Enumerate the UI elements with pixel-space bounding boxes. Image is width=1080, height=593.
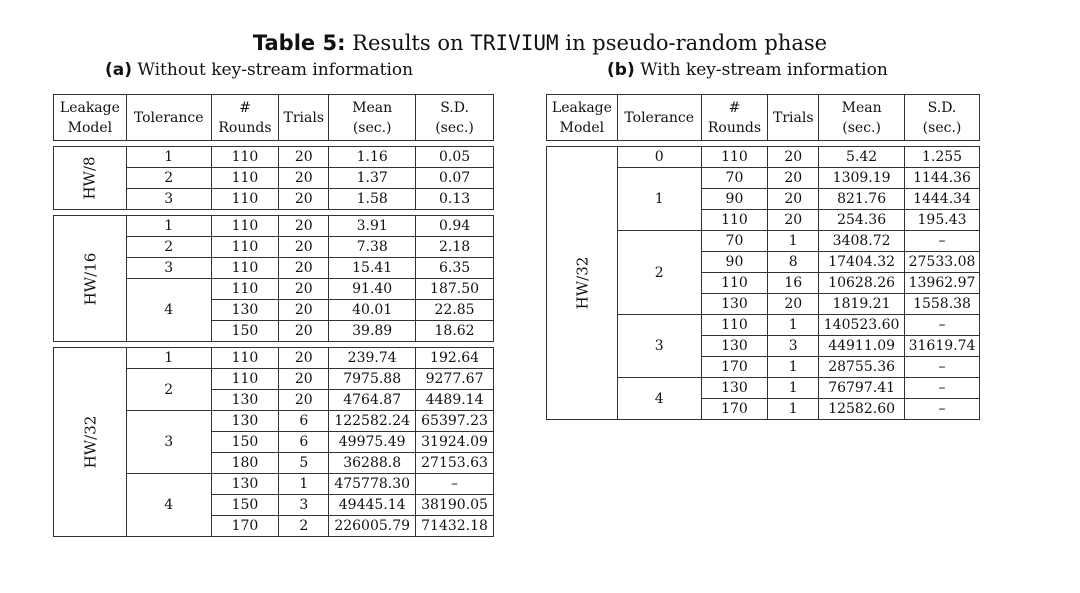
trials-cell: 20 (279, 216, 329, 237)
rounds-cell: 110 (211, 168, 279, 189)
mean-cell: 821.76 (819, 189, 905, 210)
leakage-model-cell (54, 216, 127, 342)
tolerance-cell: 2 (126, 168, 211, 189)
tolerance-cell: 2 (126, 369, 211, 411)
sd-cell: – (416, 474, 494, 495)
sd-cell: 65397.23 (416, 411, 494, 432)
trials-cell: 20 (279, 369, 329, 390)
sd-cell: 38190.05 (416, 495, 494, 516)
table-row (54, 216, 494, 237)
mean-cell: 3.91 (329, 216, 416, 237)
trials-cell: 1 (768, 399, 819, 420)
trials-cell: 20 (768, 294, 819, 315)
trials-cell: 20 (279, 189, 329, 210)
trials-cell: 8 (768, 252, 819, 273)
trials-cell: 20 (279, 390, 329, 411)
table-a (53, 94, 494, 537)
trials-cell: 20 (279, 300, 329, 321)
sd-cell: 1.255 (905, 147, 980, 168)
header-rounds: # Rounds (701, 95, 768, 141)
leakage-model-label: HW/32 (572, 256, 591, 310)
trials-cell: 20 (768, 147, 819, 168)
tolerance-cell: 3 (126, 189, 211, 210)
mean-cell: 36288.8 (329, 453, 416, 474)
mean-cell: 40.01 (329, 300, 416, 321)
tolerance-cell: 2 (126, 237, 211, 258)
header-tolerance: Tolerance (126, 95, 211, 141)
trials-cell: 6 (279, 411, 329, 432)
sd-cell: 71432.18 (416, 516, 494, 537)
rounds-cell: 90 (701, 252, 768, 273)
trials-cell: 1 (768, 357, 819, 378)
tolerance-cell: 3 (126, 411, 211, 474)
rounds-cell: 170 (701, 357, 768, 378)
mean-cell: 12582.60 (819, 399, 905, 420)
header-mean: Mean (sec.) (329, 95, 416, 141)
trials-cell: 5 (279, 453, 329, 474)
rounds-cell: 130 (701, 378, 768, 399)
sd-cell: 18.62 (416, 321, 494, 342)
mean-cell: 7975.88 (329, 369, 416, 390)
tolerance-cell: 1 (617, 168, 701, 231)
sd-cell: – (905, 231, 980, 252)
caption-a (105, 59, 413, 81)
header-sd: S.D. (sec.) (416, 95, 494, 141)
caption-b (607, 59, 888, 81)
trials-cell: 20 (768, 189, 819, 210)
mean-cell: 49445.14 (329, 495, 416, 516)
leakage-model-label: HW/8 (80, 156, 99, 200)
mean-cell: 1309.19 (819, 168, 905, 189)
leakage-model-cell (54, 147, 127, 210)
header-tolerance: Tolerance (617, 95, 701, 141)
rounds-cell: 110 (701, 147, 768, 168)
sd-cell: 27153.63 (416, 453, 494, 474)
rounds-cell: 130 (211, 300, 279, 321)
mean-cell: 44911.09 (819, 336, 905, 357)
trials-cell: 1 (768, 378, 819, 399)
trials-cell: 3 (279, 495, 329, 516)
mean-cell: 5.42 (819, 147, 905, 168)
sd-cell: 1558.38 (905, 294, 980, 315)
sd-cell: – (905, 357, 980, 378)
tolerance-cell: 4 (126, 279, 211, 342)
rounds-cell: 130 (211, 390, 279, 411)
rounds-cell: 70 (701, 231, 768, 252)
model-group (54, 147, 494, 210)
mean-cell: 39.89 (329, 321, 416, 342)
trials-cell: 20 (279, 348, 329, 369)
tolerance-cell: 1 (126, 216, 211, 237)
tolerance-cell: 1 (126, 147, 211, 168)
sd-cell: 187.50 (416, 279, 494, 300)
mean-cell: 1819.21 (819, 294, 905, 315)
mean-cell: 254.36 (819, 210, 905, 231)
sd-cell: 192.64 (416, 348, 494, 369)
title-pre: Results on (352, 31, 471, 55)
trials-cell: 20 (768, 210, 819, 231)
mean-cell: 1.37 (329, 168, 416, 189)
mean-cell: 239.74 (329, 348, 416, 369)
sd-cell: 31619.74 (905, 336, 980, 357)
mean-cell: 3408.72 (819, 231, 905, 252)
trials-cell: 1 (279, 474, 329, 495)
header-rounds: # Rounds (211, 95, 279, 141)
rounds-cell: 110 (211, 369, 279, 390)
trials-cell: 20 (279, 279, 329, 300)
model-group (54, 348, 494, 537)
rounds-cell: 110 (211, 348, 279, 369)
header-mean: Mean (sec.) (819, 95, 905, 141)
rounds-cell: 130 (211, 411, 279, 432)
mean-cell: 475778.30 (329, 474, 416, 495)
rounds-cell: 110 (701, 210, 768, 231)
rounds-cell: 70 (701, 168, 768, 189)
table-b-header (547, 95, 980, 141)
trials-cell: 3 (768, 336, 819, 357)
sd-cell: 195.43 (905, 210, 980, 231)
sd-cell: 1144.36 (905, 168, 980, 189)
rounds-cell: 130 (211, 474, 279, 495)
sd-cell: 0.05 (416, 147, 494, 168)
sd-cell: – (905, 315, 980, 336)
table-a-header (54, 95, 494, 141)
sd-cell: 0.94 (416, 216, 494, 237)
header-sd: S.D. (sec.) (905, 95, 980, 141)
trials-cell: 6 (279, 432, 329, 453)
mean-cell: 76797.41 (819, 378, 905, 399)
mean-cell: 28755.36 (819, 357, 905, 378)
trials-cell: 20 (768, 168, 819, 189)
sd-cell: 0.07 (416, 168, 494, 189)
table-row (547, 147, 980, 168)
header-trials: Trials (768, 95, 819, 141)
rounds-cell: 110 (211, 258, 279, 279)
sd-cell: 1444.34 (905, 189, 980, 210)
caption-a-text: Without key-stream information (137, 60, 414, 80)
tolerance-cell: 3 (126, 258, 211, 279)
header-leakage-model: Leakage Model (54, 95, 127, 141)
mean-cell: 49975.49 (329, 432, 416, 453)
sd-cell: 9277.67 (416, 369, 494, 390)
leakage-model-label: HW/32 (80, 415, 99, 469)
rounds-cell: 170 (701, 399, 768, 420)
rounds-cell: 150 (211, 432, 279, 453)
rounds-cell: 110 (701, 273, 768, 294)
model-group (54, 216, 494, 342)
title-post: in pseudo-random phase (558, 31, 828, 55)
tolerance-cell: 2 (617, 231, 701, 315)
title-cipher: TRIVIUM (470, 31, 559, 55)
table-title (0, 30, 1080, 56)
trials-cell: 20 (279, 237, 329, 258)
rounds-cell: 170 (211, 516, 279, 537)
tolerance-cell: 1 (126, 348, 211, 369)
sd-cell: 6.35 (416, 258, 494, 279)
trials-cell: 1 (768, 315, 819, 336)
leakage-model-cell (54, 348, 127, 537)
table-b (546, 94, 980, 420)
mean-cell: 91.40 (329, 279, 416, 300)
sd-cell: 0.13 (416, 189, 494, 210)
mean-cell: 122582.24 (329, 411, 416, 432)
rounds-cell: 130 (701, 336, 768, 357)
trials-cell: 20 (279, 321, 329, 342)
caption-b-label: (b) (607, 60, 635, 80)
table-row (54, 147, 494, 168)
mean-cell: 4764.87 (329, 390, 416, 411)
tolerance-cell: 4 (617, 378, 701, 420)
table-row (54, 348, 494, 369)
trials-cell: 16 (768, 273, 819, 294)
mean-cell: 7.38 (329, 237, 416, 258)
mean-cell: 17404.32 (819, 252, 905, 273)
table-number: Table 5: (252, 31, 346, 55)
mean-cell: 226005.79 (329, 516, 416, 537)
mean-cell: 1.58 (329, 189, 416, 210)
sd-cell: – (905, 378, 980, 399)
header-trials: Trials (279, 95, 329, 141)
mean-cell: 140523.60 (819, 315, 905, 336)
trials-cell: 1 (768, 231, 819, 252)
rounds-cell: 110 (211, 216, 279, 237)
trials-cell: 20 (279, 168, 329, 189)
rounds-cell: 130 (701, 294, 768, 315)
rounds-cell: 90 (701, 189, 768, 210)
mean-cell: 10628.26 (819, 273, 905, 294)
leakage-model-label: HW/16 (80, 252, 99, 305)
rounds-cell: 110 (211, 237, 279, 258)
rounds-cell: 110 (211, 147, 279, 168)
rounds-cell: 110 (211, 189, 279, 210)
sd-cell: 22.85 (416, 300, 494, 321)
tolerance-cell: 4 (126, 474, 211, 537)
trials-cell: 20 (279, 147, 329, 168)
mean-cell: 15.41 (329, 258, 416, 279)
rounds-cell: 150 (211, 321, 279, 342)
sd-cell: 4489.14 (416, 390, 494, 411)
mean-cell: 1.16 (329, 147, 416, 168)
trials-cell: 2 (279, 516, 329, 537)
sd-cell: 27533.08 (905, 252, 980, 273)
caption-a-label: (a) (105, 60, 133, 80)
rounds-cell: 150 (211, 495, 279, 516)
leakage-model-cell (547, 147, 618, 420)
sd-cell: 2.18 (416, 237, 494, 258)
header-leakage-model: Leakage Model (547, 95, 618, 141)
sd-cell: 31924.09 (416, 432, 494, 453)
rounds-cell: 110 (701, 315, 768, 336)
sd-cell: 13962.97 (905, 273, 980, 294)
tolerance-cell: 0 (617, 147, 701, 168)
rounds-cell: 110 (211, 279, 279, 300)
caption-b-text: With key-stream information (640, 60, 888, 80)
trials-cell: 20 (279, 258, 329, 279)
tolerance-cell: 3 (617, 315, 701, 378)
sd-cell: – (905, 399, 980, 420)
rounds-cell: 180 (211, 453, 279, 474)
model-group (547, 147, 980, 420)
